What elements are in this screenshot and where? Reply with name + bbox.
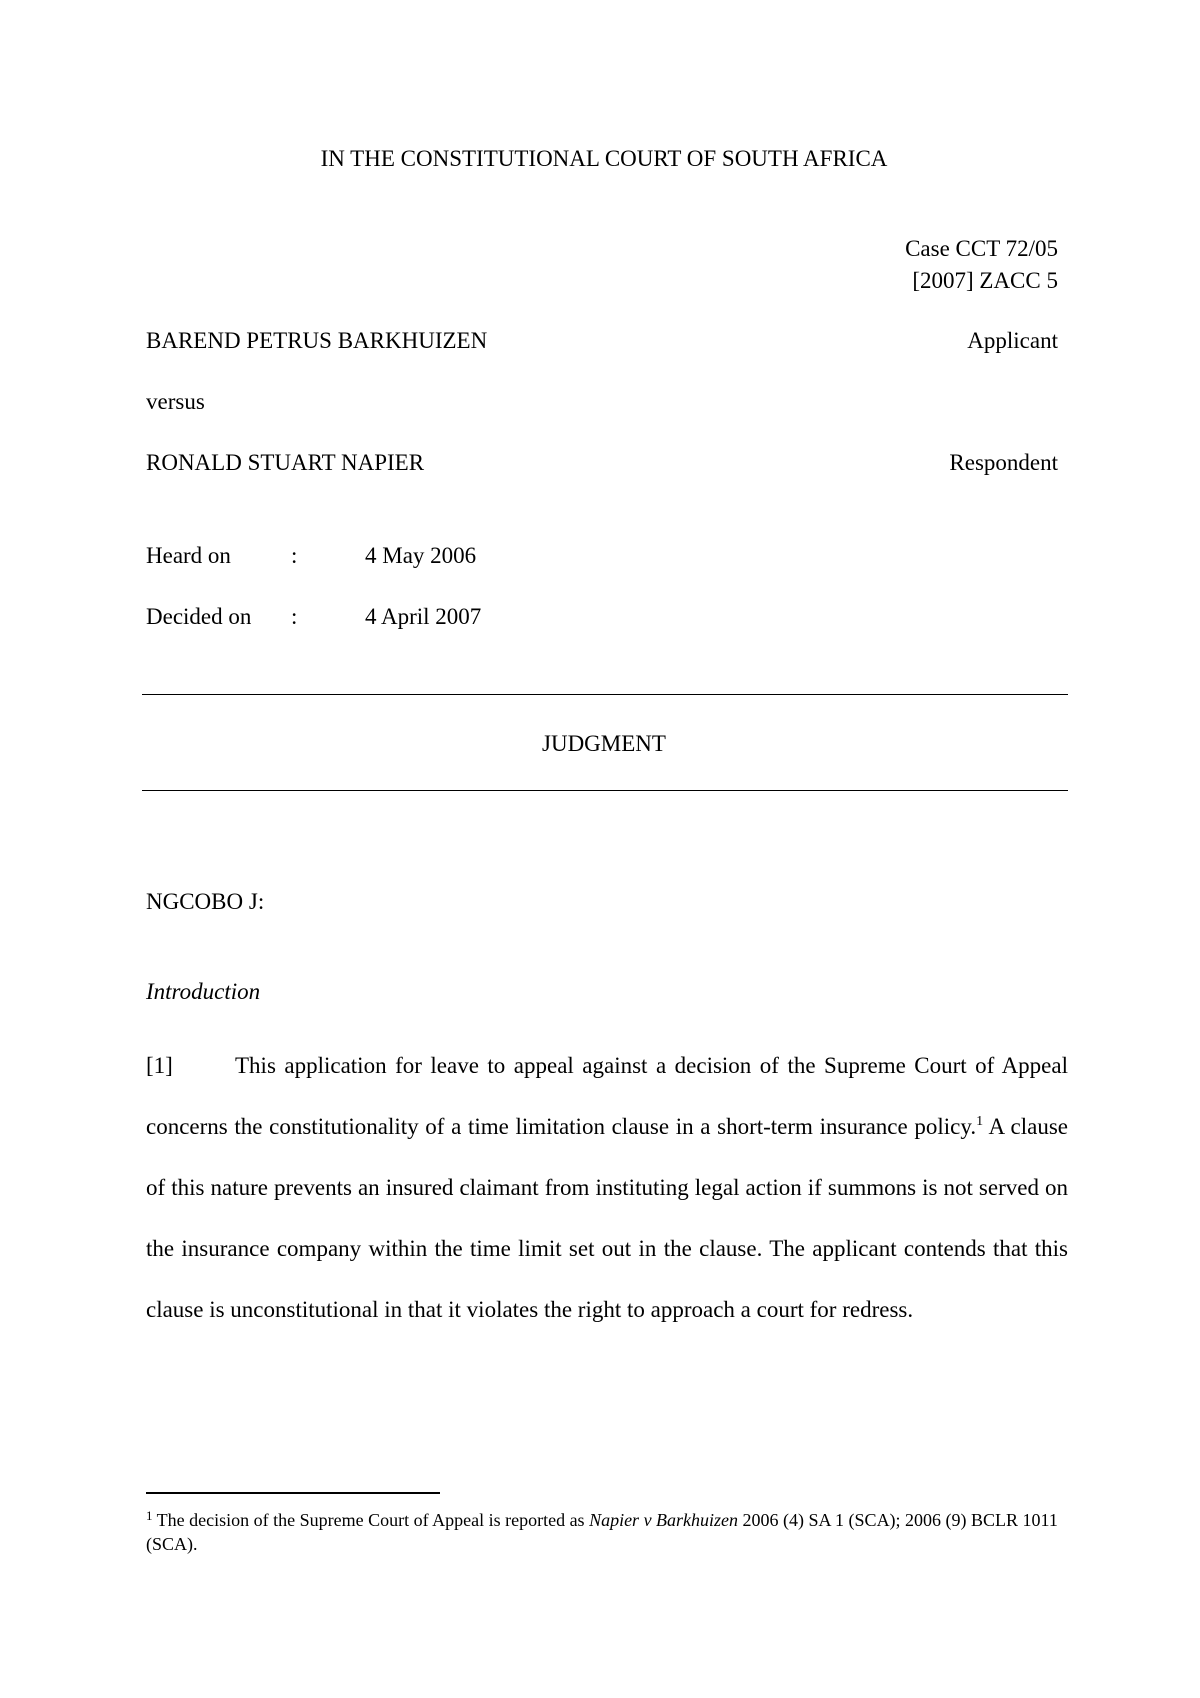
neutral-citation: [2007] ZACC 5 — [912, 268, 1058, 293]
respondent-role: Respondent — [949, 450, 1058, 475]
paragraph-1 — [146, 1035, 1068, 1340]
footnote-text-before: The decision of the Supreme Court of Appeal is reported as — [152, 1510, 590, 1530]
judgment-heading: JUDGMENT — [542, 731, 666, 756]
applicant-name: BAREND PETRUS BARKHUIZEN — [146, 328, 488, 353]
court-title: IN THE CONSTITUTIONAL COURT OF SOUTH AFRICA — [320, 146, 888, 171]
footnote-text-after: 2006 (4) SA 1 (SCA); 2006 (9) BCLR 1011 (SCA). — [146, 1510, 1058, 1554]
footnote-mark: 1 — [146, 1508, 153, 1523]
decided-on-date: 4 April 2007 — [365, 604, 482, 629]
applicant-role: Applicant — [967, 328, 1058, 353]
section-heading: Introduction — [146, 979, 261, 1004]
paragraph-text-part1: This application for leave to appeal against a decision of the Supreme Court of Appeal concerns the constitutionality of a time limitation clause in a short-term insurance policy. — [146, 1053, 1068, 1139]
footnote-separator — [146, 1492, 440, 1494]
case-number: Case CCT 72/05 — [905, 236, 1058, 261]
judgment-top-rule — [142, 694, 1068, 695]
judgment-bottom-rule — [142, 790, 1068, 791]
footnote-case-name: Napier v Barkhuizen — [589, 1510, 739, 1530]
versus-label: versus — [146, 389, 205, 414]
heard-on-label: Heard on — [146, 543, 231, 568]
paragraph-number: [1] — [146, 1053, 173, 1078]
respondent-name: RONALD STUART NAPIER — [146, 450, 425, 475]
heard-on-date: 4 May 2006 — [365, 543, 477, 568]
judge-name: NGCOBO J: — [146, 889, 265, 914]
decided-on-label: Decided on — [146, 604, 252, 629]
footnote-1 — [146, 1508, 1068, 1556]
paragraph-text-part2: A clause of this nature prevents an insured claimant from instituting legal action if summons is not served on the insurance company within the time limit set out in the clause. The applicant contends that this clause is unconstitutional in that it violates the right to approach a court for redress. — [146, 1114, 1068, 1322]
heard-on-colon: : — [291, 543, 298, 568]
footnote-reference: 1 — [976, 1114, 984, 1129]
decided-on-colon: : — [291, 604, 298, 629]
